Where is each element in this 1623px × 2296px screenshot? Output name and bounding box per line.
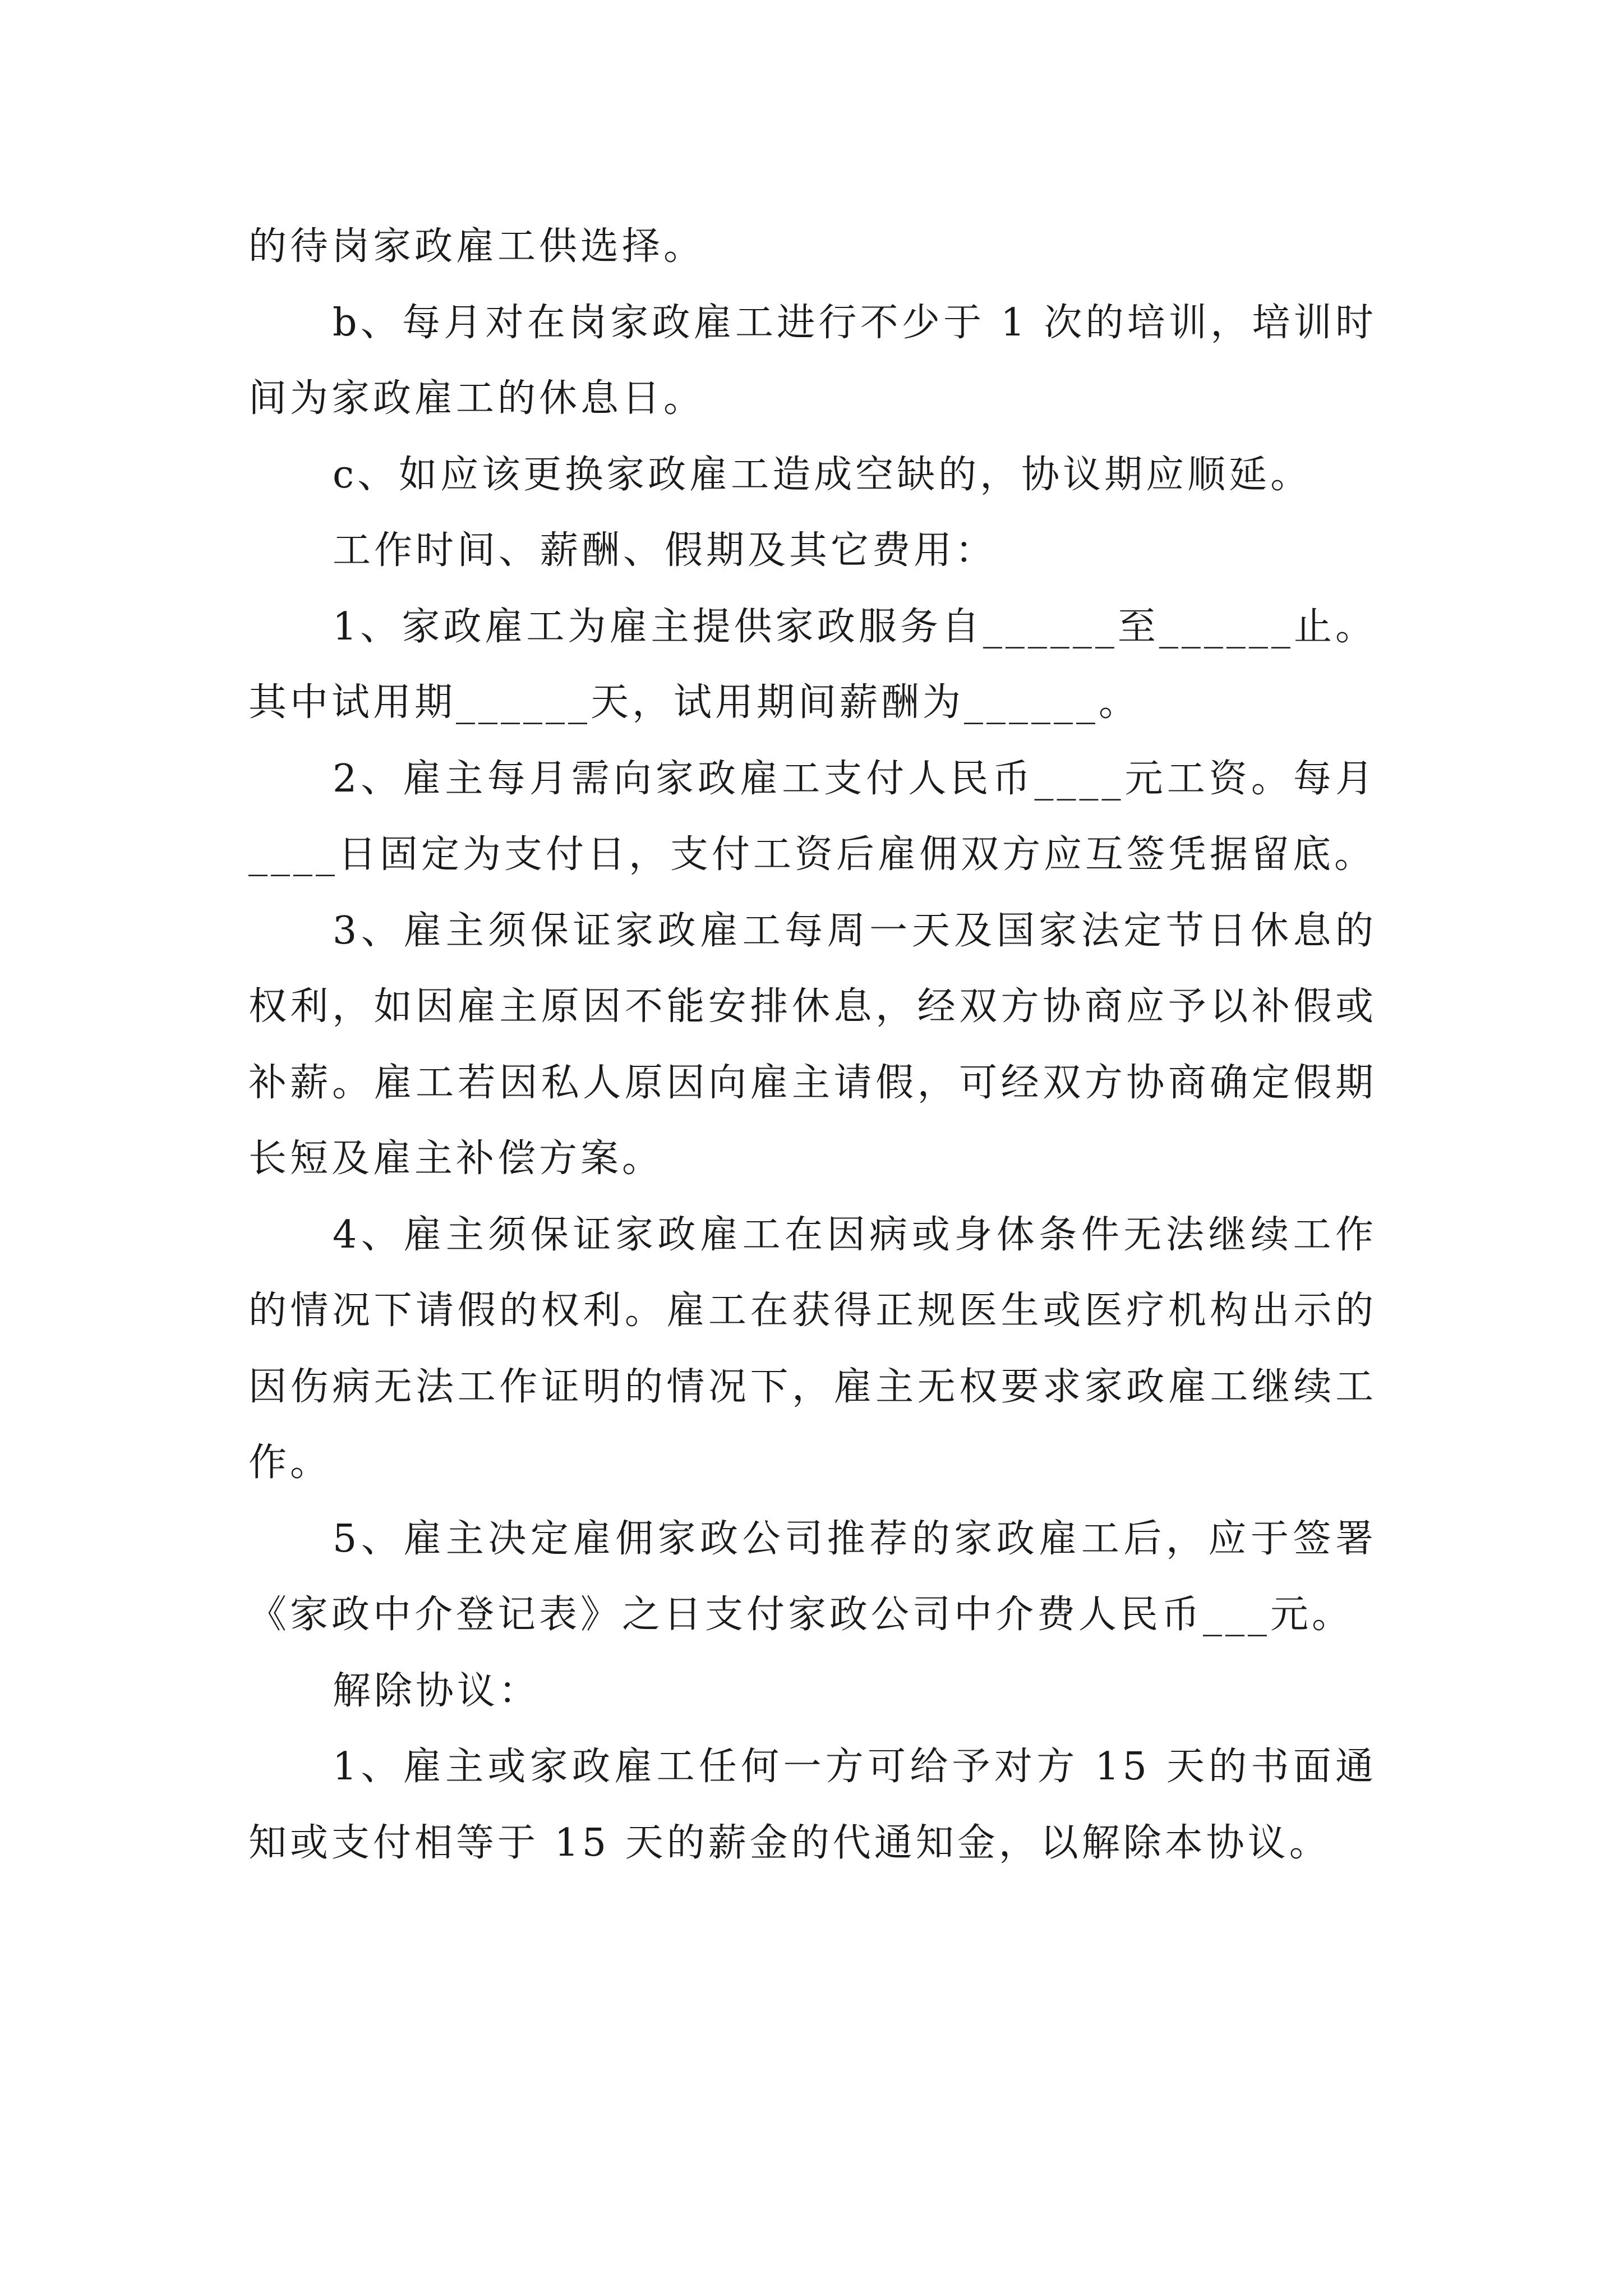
paragraph-training: b、每月对在岗家政雇工进行不少于 1 次的培训，培训时间为家政雇工的休息日。 <box>248 300 1377 421</box>
section-heading-termination: 解除协议： <box>333 1668 541 1713</box>
clause-agency-fee: 5、雇主决定雇佣家政公司推荐的家政雇工后，应于签署《家政中介登记表》之日支付家政公司中介费人民币___元。 <box>248 1516 1377 1637</box>
document-body <box>248 209 1377 1881</box>
paragraph-continuation: 的待岗家政雇工供选择。 <box>248 224 706 269</box>
clause-rest-days: 3、雇主须保证家政雇工每周一天及国家法定节日休息的权利，如因雇主原因不能安排休息，经双方协商应予以补假或补薪。雇工若因私人原因向雇主请假，可经双方协商确定假期长短及雇主补偿方案。 <box>248 908 1377 1181</box>
section-heading-work-time: 工作时间、薪酬、假期及其它费用： <box>333 528 997 573</box>
clause-salary: 2、雇主每月需向家政雇工支付人民币____元工资。每月____日固定为支付日，支付工资后雇佣双方应互签凭据留底。 <box>248 756 1377 877</box>
paragraph-replacement: c、如应该更换家政雇工造成空缺的，协议期应顺延。 <box>333 452 1312 497</box>
clause-service-period: 1、家政雇工为雇主提供家政服务自______至______止。其中试用期______天，试用期间薪酬为______。 <box>248 604 1377 725</box>
clause-sick-leave: 4、雇主须保证家政雇工在因病或身体条件无法继续工作的情况下请假的权利。雇工在获得正规医生或医疗机构出示的因伤病无法工作证明的情况下，雇主无权要求家政雇工继续工作。 <box>248 1212 1377 1485</box>
clause-termination-notice: 1、雇主或家政雇工任何一方可给予对方 15 天的书面通知或支付相等于 15 天的薪金的代通知金，以解除本协议。 <box>248 1745 1377 1865</box>
